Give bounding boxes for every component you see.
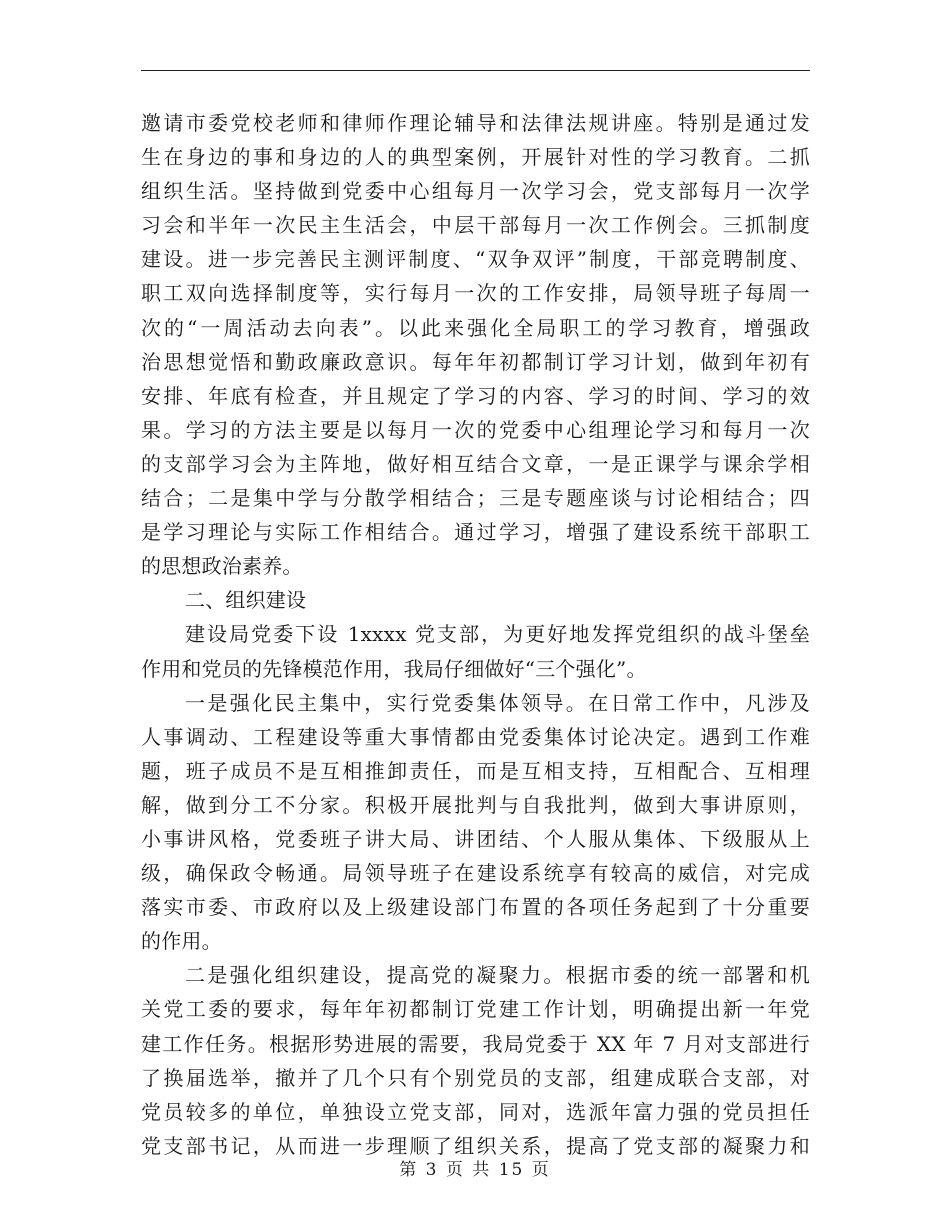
text-line: 题，班子成员不是互相推卸责任，而是互相支持，互相配合、互相理 (141, 758, 810, 783)
text-line: 职工双向选择制度等，实行每月一次的工作安排，局领导班子每周一 (141, 281, 810, 306)
text-line: 组织生活。坚持做到党委中心组每月一次学习会，党支部每月一次学 (141, 179, 810, 204)
text-line: 了换届选举，撤并了几个只有个别党员的支部，组建成联合支部，对 (141, 1065, 810, 1090)
section-heading: 二、组织建设 (185, 588, 307, 613)
text-line: 建设。进一步完善民主测评制度、“双争双评”制度，干部竞聘制度、 (141, 247, 810, 272)
text-line: 作用和党员的先锋模范作用，我局仔细做好“三个强化”。 (141, 656, 647, 681)
text-line: 级，确保政令畅通。局领导班子在建设系统享有较高的威信，对完成 (141, 861, 810, 886)
text-line: 安排、年底有检查，并且规定了学习的内容、学习的时间、学习的效 (141, 383, 810, 408)
page-number-footer: 第 3 页 共 15 页 (399, 1160, 551, 1180)
text-line: 落实市委、市政府以及上级建设部门布置的各项任务起到了十分重要 (141, 895, 810, 920)
text-line: 一是强化民主集中，实行党委集体领导。在日常工作中，凡涉及 (185, 690, 810, 715)
text-line: 党员较多的单位，单独设立党支部，同对，选派年富力强的党员担任 (141, 1099, 810, 1124)
text-line: 关党工委的要求，每年年初都制订党建工作计划，明确提出新一年党 (141, 997, 810, 1022)
text-line: 习会和半年一次民主生活会，中层干部每月一次工作例会。三抓制度 (141, 213, 810, 238)
text-line: 解，做到分工不分家。积极开展批判与自我批判，做到大事讲原则， (141, 792, 810, 817)
text-line: 的支部学习会为主阵地，做好相互结合文章，一是正课学与课余学相 (141, 451, 810, 476)
header-rule (141, 70, 810, 71)
text-line: 邀请市委党校老师和律师作理论辅导和法律法规讲座。特别是通过发 (141, 111, 810, 135)
text-line: 治思想觉悟和勤政廉政意识。每年年初都制订学习计划，做到年初有 (141, 349, 810, 374)
text-line: 建工作任务。根据形势进展的需要，我局党委于 XX 年 7 月对支部进行 (141, 1031, 810, 1056)
text-line: 生在身边的事和身边的人的典型案例，开展针对性的学习教育。二抓 (141, 145, 810, 170)
text-line: 党支部书记，从而进一步理顺了组织关系，提高了党支部的凝聚力和 (141, 1133, 810, 1158)
text-line: 结合；二是集中学与分散学相结合；三是专题座谈与讨论相结合；四 (141, 486, 810, 511)
text-line: 小事讲风格，党委班子讲大局、讲团结、个人服从集体、下级服从上 (141, 826, 810, 851)
text-line: 的思想政治素养。 (141, 554, 303, 579)
text-line: 建设局党委下设 1xxxx 党支部，为更好地发挥党组织的战斗堡垒 (185, 622, 810, 647)
text-line: 果。学习的方法主要是以每月一次的党委中心组理论学习和每月一次 (141, 417, 810, 442)
text-line: 的作用。 (141, 929, 222, 954)
text-line: 是学习理论与实际工作相结合。通过学习，增强了建设系统干部职工 (141, 520, 810, 545)
text-line: 二是强化组织建设，提高党的凝聚力。根据市委的统一部署和机 (185, 963, 810, 988)
text-line: 次的“一周活动去向表”。以此来强化全局职工的学习教育，增强政 (141, 315, 810, 340)
document-body (141, 106, 810, 1163)
text-line: 人事调动、工程建设等重大事情都由党委集体讨论决定。遇到工作难 (141, 724, 810, 749)
